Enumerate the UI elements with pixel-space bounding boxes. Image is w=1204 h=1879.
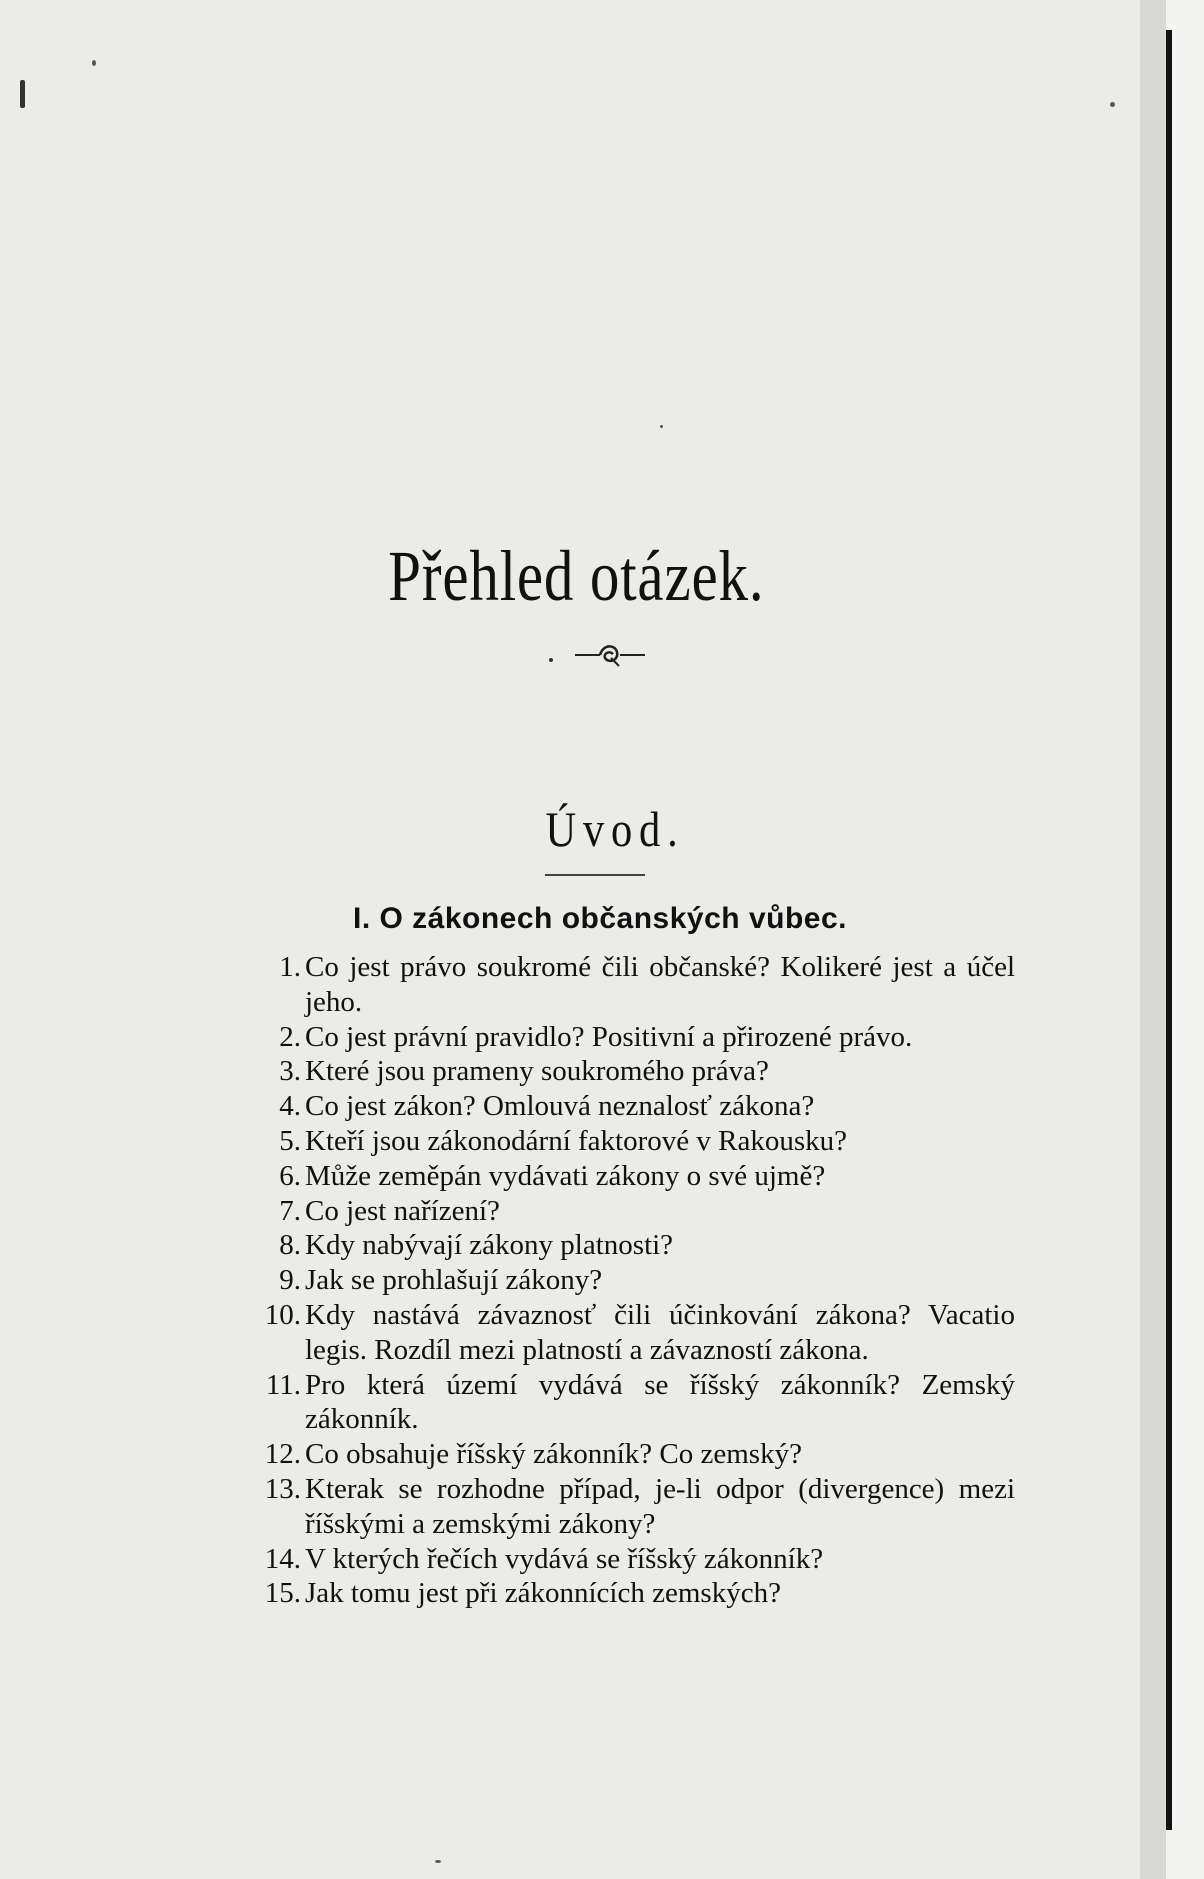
item-number: 10.	[264, 1298, 301, 1331]
list-item	[245, 1020, 1015, 1055]
list-item	[245, 1576, 1015, 1611]
list-item	[245, 1542, 1015, 1577]
item-text: Pro která území vydává se říšský zákonník? Zemský zákonník.	[305, 1368, 1015, 1436]
list-item	[245, 1437, 1015, 1472]
item-number: 8.	[279, 1229, 301, 1262]
item-number: 11.	[265, 1368, 301, 1401]
item-text: Co jest právo soukromé čili občanské? Kolikeré jest a účel jeho.	[305, 951, 1015, 1018]
divider	[545, 874, 645, 876]
item-text: V kterých řečích vydává se říšský zákonník?	[305, 1542, 824, 1575]
list-item	[245, 1472, 1015, 1542]
chapter-heading: I. O zákonech občanských vůbec.	[352, 902, 847, 935]
page-gutter	[1140, 0, 1166, 1879]
list-item	[245, 950, 1015, 1020]
list-item	[245, 1054, 1015, 1089]
list-item	[245, 1194, 1015, 1229]
section-title: Úvod.	[545, 801, 685, 857]
item-number: 9.	[279, 1264, 301, 1297]
item-number: 15.	[264, 1577, 301, 1610]
list-item	[245, 1368, 1015, 1438]
item-number: 5.	[279, 1124, 301, 1157]
list-item	[245, 1124, 1015, 1159]
list-item	[245, 1263, 1015, 1298]
item-text: Může zeměpán vydávati zákony o své ujmě?	[305, 1159, 826, 1192]
item-text: Co jest právní pravidlo? Positivní a přirozené právo.	[305, 1020, 913, 1053]
item-text: Co jest zákon? Omlouvá neznalosť zákona?	[305, 1090, 815, 1123]
item-text: Co obsahuje říšský zákonník? Co zemský?	[305, 1438, 802, 1471]
page-edge	[1166, 0, 1204, 1879]
list-item	[245, 1298, 1015, 1368]
item-text: Které jsou prameny soukromého práva?	[305, 1055, 769, 1088]
item-text: Kterak se rozhodne případ, je-li odpor (divergence) mezi říšskými a zemskými zákony?	[305, 1472, 1015, 1540]
item-number: 14.	[264, 1542, 301, 1575]
ornament-icon	[545, 640, 675, 670]
item-text: Kdy nabývají zákony platnosti?	[305, 1229, 674, 1262]
item-text: Jak se prohlašují zákony?	[305, 1264, 603, 1297]
list-item	[245, 1089, 1015, 1124]
item-number: 1.	[279, 951, 301, 983]
question-list	[245, 950, 1015, 1611]
item-text: Kteří jsou zákonodární faktorové v Rakousku?	[305, 1124, 847, 1157]
item-number: 12.	[264, 1438, 301, 1471]
scan-speck	[435, 1860, 441, 1863]
list-item	[245, 1228, 1015, 1263]
item-number: 7.	[279, 1194, 301, 1227]
scan-speck	[20, 80, 25, 108]
item-number: 2.	[279, 1020, 301, 1053]
item-number: 3.	[279, 1055, 301, 1088]
scan-speck	[660, 425, 663, 428]
list-item	[245, 1159, 1015, 1194]
item-text: Kdy nastává závaznosť čili účinkování zákona? Vacatio legis. Rozdíl mezi platností a závazností zákona.	[305, 1298, 1015, 1366]
item-number: 6.	[279, 1159, 301, 1192]
scan-shadow	[1166, 30, 1172, 1830]
scan-speck	[92, 60, 96, 66]
item-text: Jak tomu jest při zákonnících zemských?	[305, 1577, 781, 1610]
item-number: 13.	[264, 1472, 301, 1505]
page-title: Přehled otázek.	[388, 536, 765, 616]
scan-speck	[1110, 102, 1115, 107]
item-number: 4.	[279, 1090, 301, 1123]
item-text: Co jest nařízení?	[305, 1194, 500, 1227]
